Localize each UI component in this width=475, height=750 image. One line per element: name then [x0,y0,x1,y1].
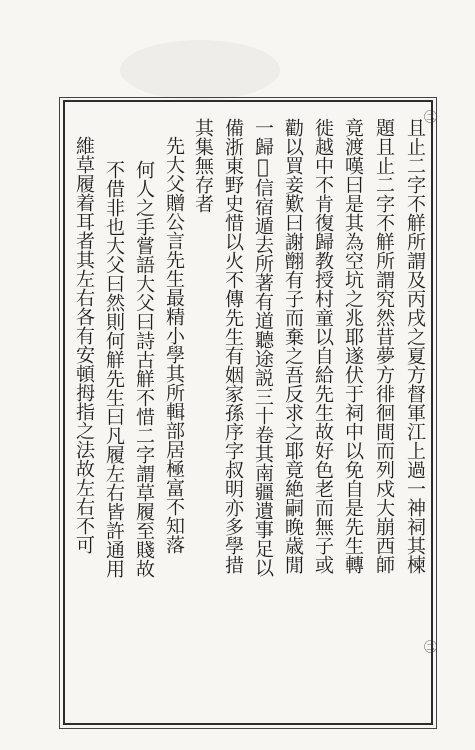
text-column-3: 竟渡嘆曰是其為空坑之兆耶遂伏于祠中以免自是先生轉 [342,118,364,574]
text-column-1: 且止二字不觧所謂及丙戌之夏方督軍江上過一神祠其楝 [404,118,426,574]
text-column-6: 一歸𥨊信宿遁去所著有道聽途説三十卷其南疆遺事足以 [252,118,274,577]
gutter-mark-bottom: ㊁ [421,640,436,653]
text-column-5: 勸以買妾歎曰謝䎖有子而棄之吾反求之耶竟絶嗣晚歳閒 [282,118,304,574]
text-column-8: 其集無存者 [192,118,214,213]
text-column-9: 先大父贈公言先生最精小學其所輯部居極富不知落 [163,136,185,554]
text-column-2: 題且止二字不觧所謂究然昔夢方徘徊間而列戍大崩西師 [373,118,395,574]
text-column-12: 維草履着耳者其左右各有安頓拇指之法故左右不可 [73,136,95,554]
text-column-10: 何人之手嘗語大父曰詩古觧不惜二字謂草履至賤故 [133,160,155,578]
text-column-7: 備浙東野史惜以火不傳先生有姻家孫序字叔明亦多學措 [222,118,244,574]
text-column-4: 徙越中不肯復歸教授村童以自給先生故好色老而無子或 [312,118,334,574]
gutter-mark-top: ㊁ [421,110,436,123]
text-column-11: 不借非也大父曰然則何觧先生曰凡履左右皆許通用 [103,160,125,578]
paper-stain [120,40,280,100]
